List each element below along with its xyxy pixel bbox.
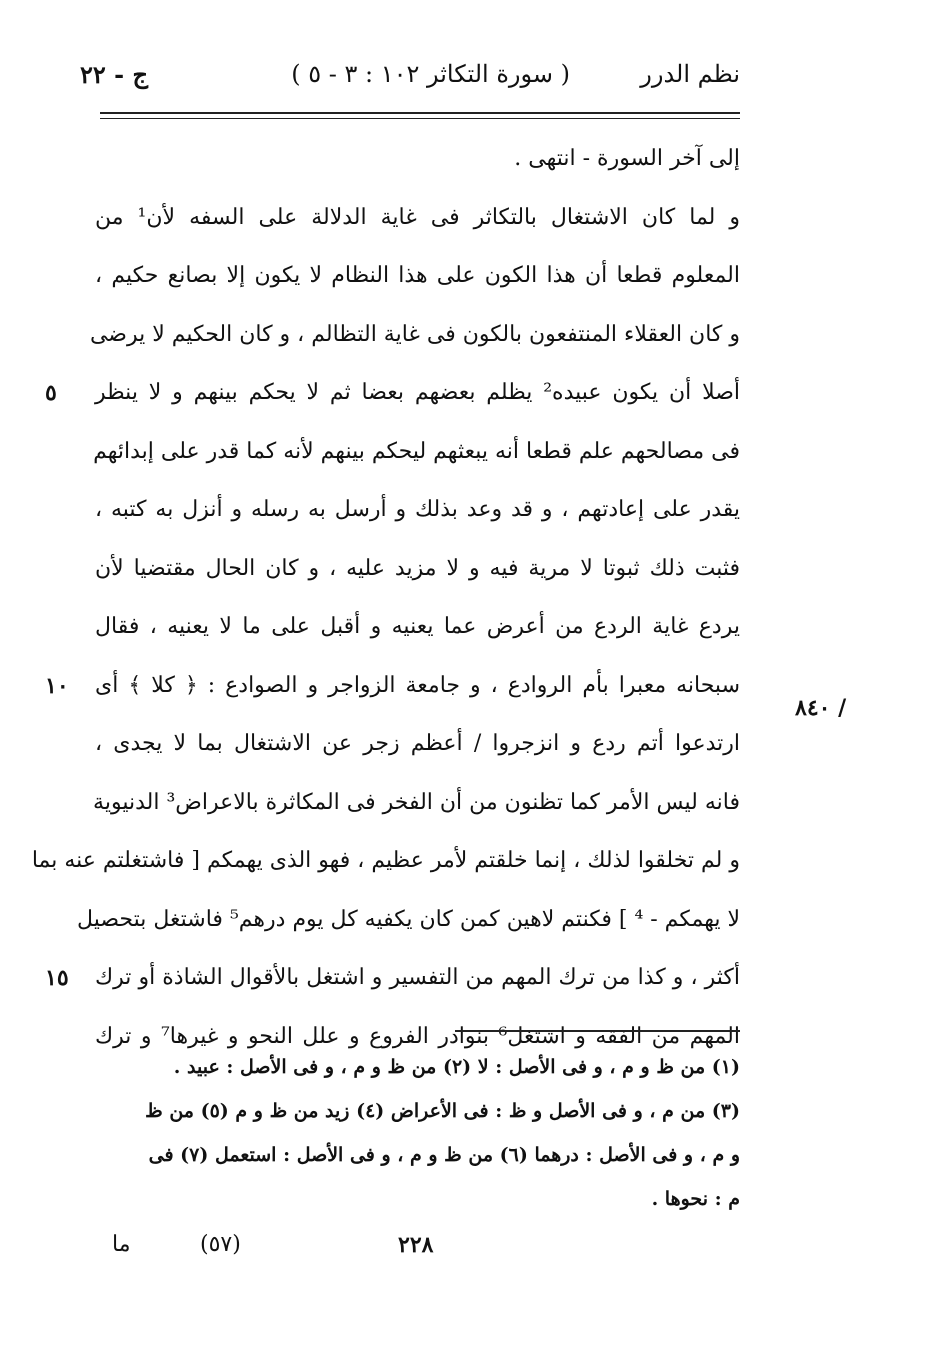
- text-line: لا يهمكم - ⁴ ] فكنتم لاهين كمن كان يكفيه كل يوم درهم⁵ فاشتغل بتحصيل: [77, 906, 740, 932]
- quire-number: (٥٧): [200, 1232, 241, 1257]
- text-line: فى مصالحهم علم قطعا أنه يبعثهم ليحكم بينهم لأنه كما قدر على إبدائهم: [93, 438, 740, 464]
- text-line: إلى آخر السورة - انتهى .: [514, 146, 740, 171]
- footnote-line: (٣) من م ، و فى الأصل و ظ : فى الأعراض (٤) زيد من ظ و م (٥) من ظ: [145, 1100, 740, 1122]
- line-number: ١٠: [45, 672, 69, 699]
- line-number: ١٥: [45, 965, 69, 991]
- footnote-rule: [455, 1030, 740, 1032]
- footnote-line: و م ، و فى الأصل : درهما (٦) من ظ و م ، و فى الأصل : استعمل (٧) فى: [148, 1144, 740, 1166]
- text-line: أكثر ، و كذا من ترك المهم من التفسير و اشتغل بالأقوال الشاذة أو ترك ١٥: [95, 949, 740, 1008]
- line-number: ٥: [45, 380, 57, 406]
- footnote-line: م : نحوها .: [651, 1188, 740, 1210]
- text-line: فثبت ذلك ثبوتا لا مرية فيه و لا مزيد عليه ، و كان الحال مقتضيا لأن: [95, 555, 740, 581]
- text-line: يردع غاية الردع من أعرض عما يعنيه و أقبل على ما لا يعنيه ، فقال: [95, 614, 740, 639]
- footnote-line: (١) من ظ و م ، و فى الأصل : لا (٢) من ظ و م ، و فى الأصل : عبيد .: [173, 1056, 740, 1078]
- text-line: سبحانه معبرا بأم الروادع ، و جامعة الزواجر و الصوادع : ﴿ كلا ﴾ أى ١٠: [95, 657, 740, 716]
- surah-reference: ( سورة التكاثر ١٠٢ : ٣ - ٥ ): [291, 60, 570, 88]
- text-line: المعلوم قطعا أن هذا الكون على هذا النظام لا يكون إلا بصانع حكيم ،: [95, 263, 740, 288]
- header-rule-thick: [100, 112, 740, 114]
- main-text: [31, 130, 741, 1066]
- book-title: نظم الدرر: [640, 60, 740, 88]
- footnotes: [95, 1045, 740, 1221]
- text-line: ارتدعوا أتم ردع و انزجروا / أعظم زجر عن الاشتغال بما لا يجدى ،: [95, 731, 740, 756]
- text-line: و لم تخلقوا لذلك ، إنما خلقتم لأمر عظيم ، فهو الذى يهمكم [ فاشتغلتم عنه بما: [31, 848, 740, 873]
- running-header: [80, 52, 740, 102]
- text-line: و كان العقلاء المنتفعون بالكون فى غاية التظالم ، و كان الحكيم لا يرضى: [89, 321, 740, 347]
- text-line: المهم من الفقه و اشتغل⁶ بنوادر الفروع و علل النحو و غيرها⁷ و ترك: [95, 1023, 740, 1049]
- page-number: ٢٢٨: [398, 1232, 434, 1258]
- text-line: و لما كان الاشتغال بالتكاثر فى غاية الدلالة على السفه لأن¹ من: [95, 204, 741, 230]
- manuscript-folio-marker: ٨٤٠ /: [795, 695, 847, 721]
- part-reference: ج - ٢٢: [80, 60, 148, 89]
- text-line: فانه ليس الأمر كما تظنون من أن الفخر فى المكاثرة بالاعراض³ الدنيوية: [93, 789, 740, 815]
- text-line: أصلا أن يكون عبيده² يظلم بعضهم بعضا ثم لا يحكم بينهم و لا ينظر ٥: [95, 364, 740, 423]
- text-line: يقدر على إعادتهم ، و قد وعد بذلك و أرسل به رسله و أنزل به كتبه ،: [95, 497, 740, 522]
- signature-mark: ما: [112, 1232, 131, 1257]
- header-rule-thin: [100, 118, 740, 119]
